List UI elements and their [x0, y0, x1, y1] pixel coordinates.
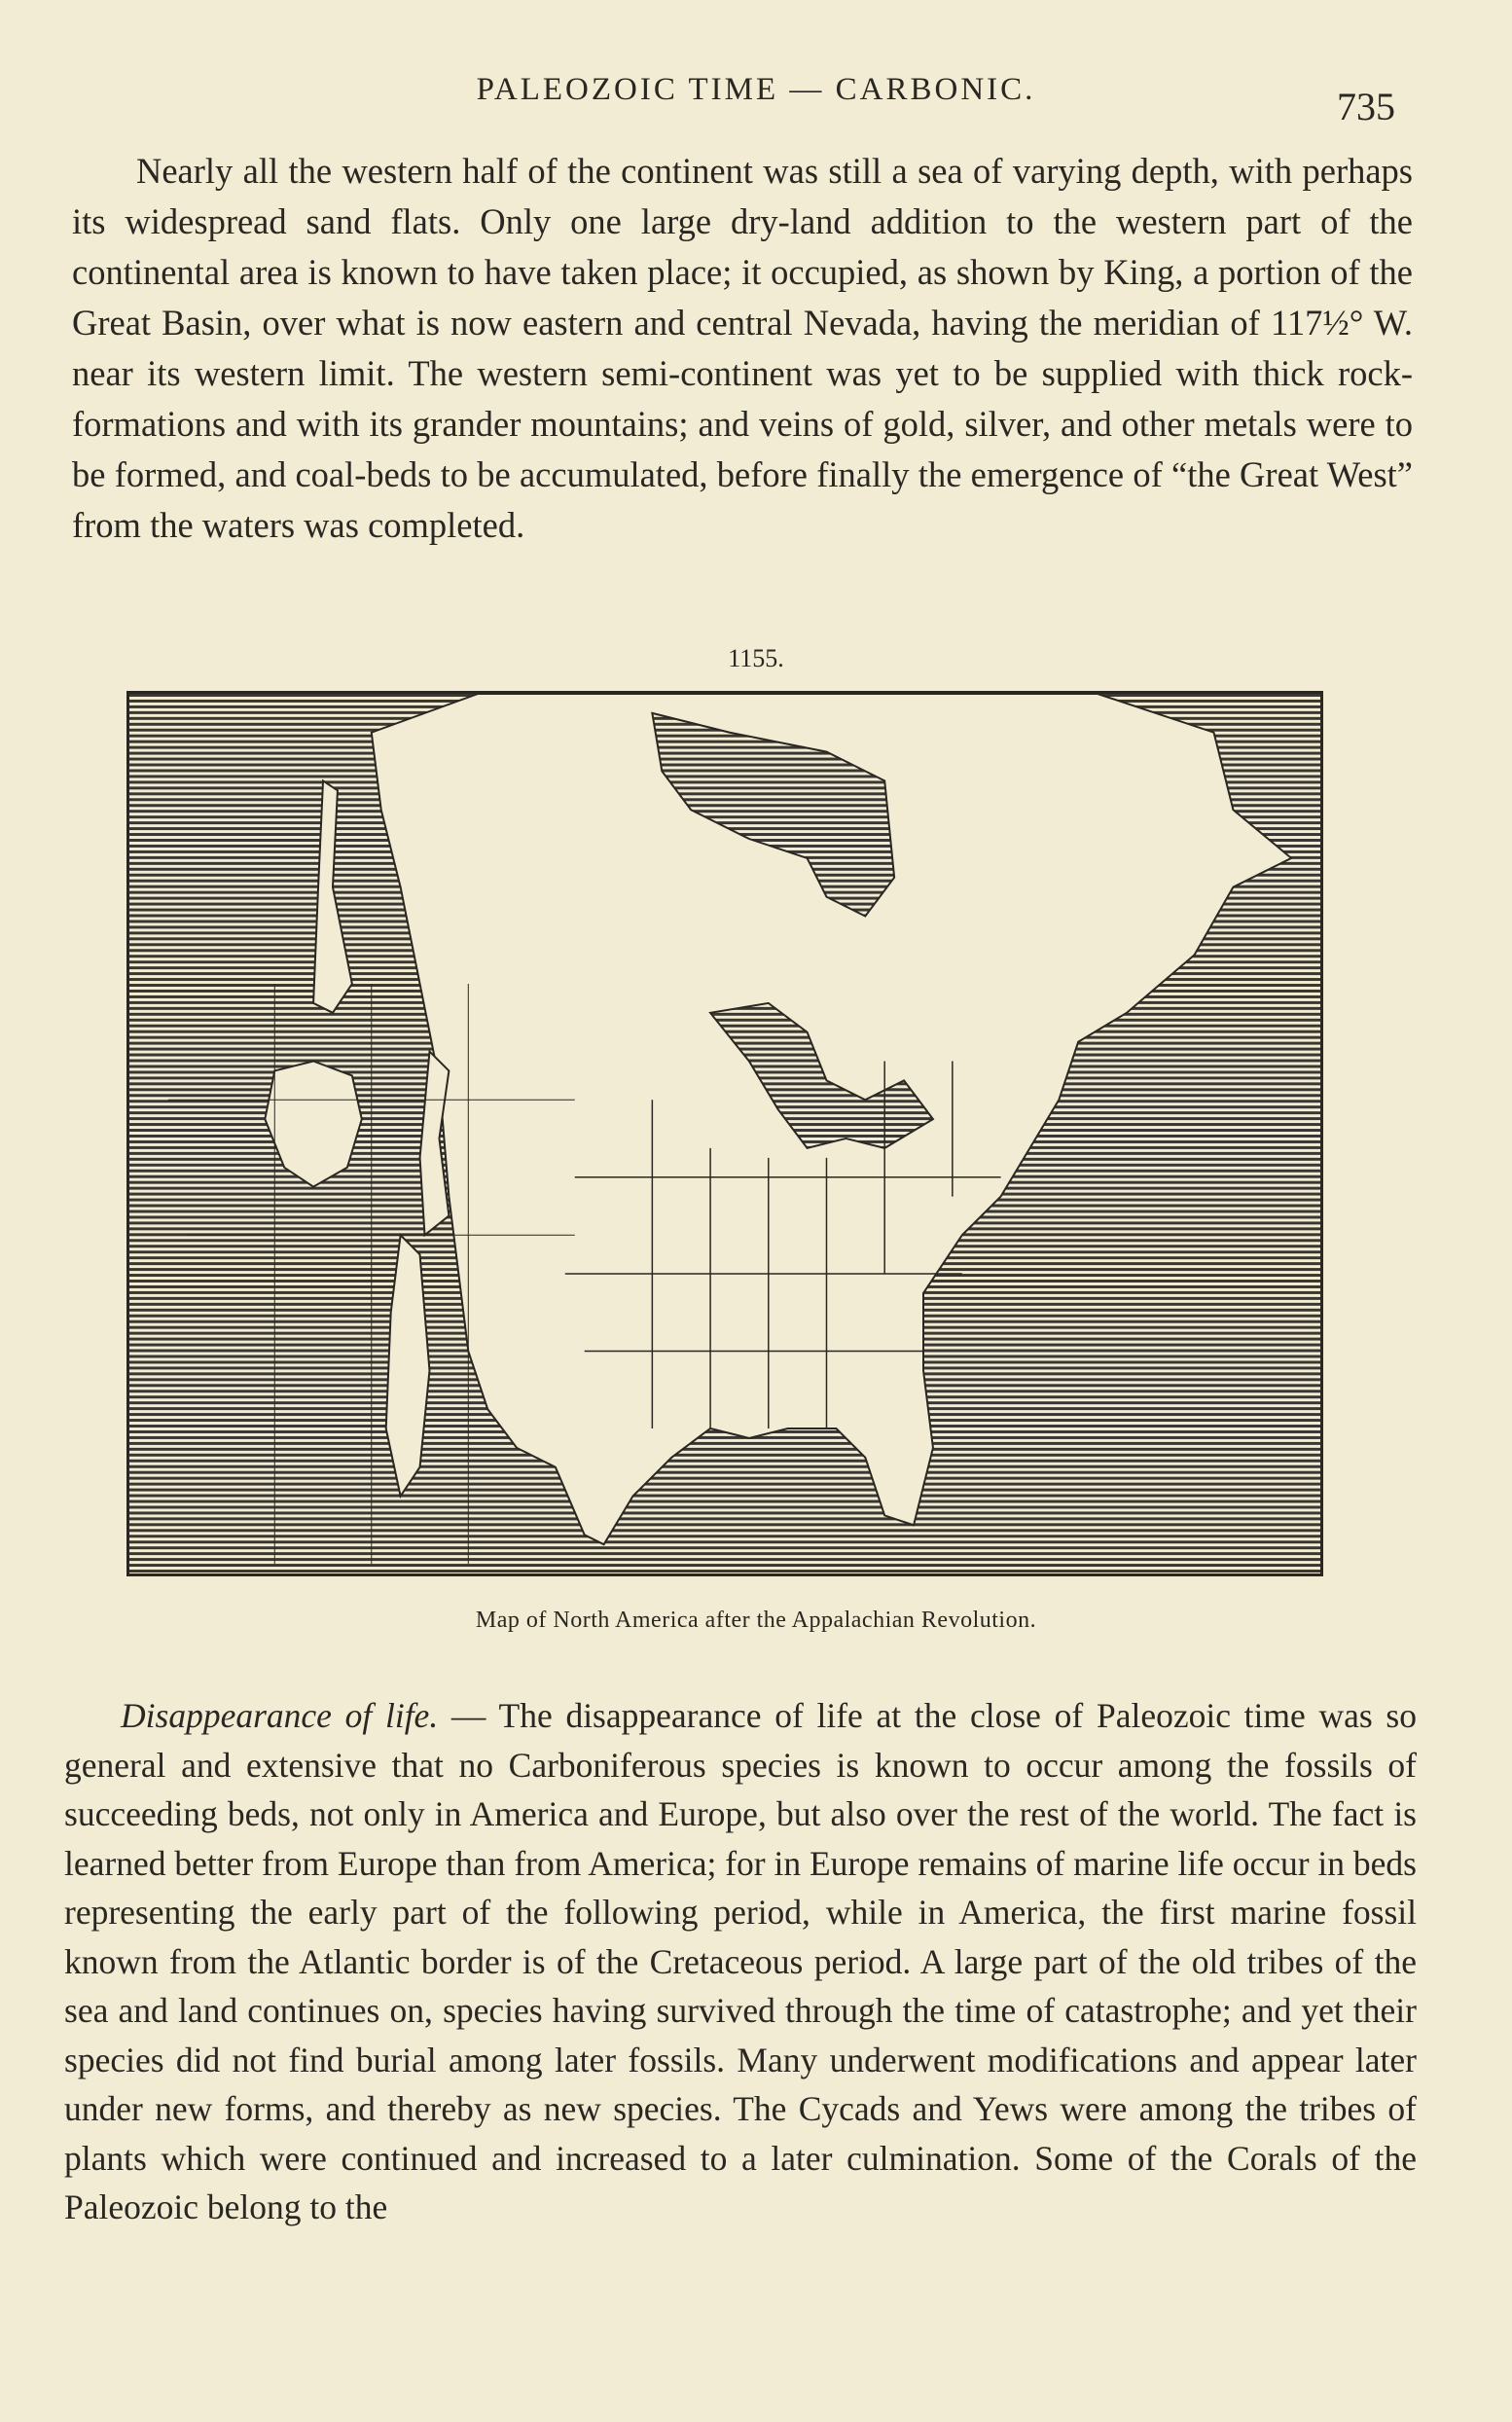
paragraph-2-text: — The disappearance of life at the close of Paleozoic time was so general and extensive that no Carboniferous species is known to occur among the fossils of succeeding beds, not only in America and Europe, but also over the rest of the world. The fact is learned better from Europe than from America; for in Europe remains of marine life occur in beds representing the early part of the following period, while in America, the first marine fossil known from the Atlantic border is of the Cretaceous period. A large part of the old tribes of the sea and land continues on, species having survived through the time of catastrophe; and yet their species did not find burial among later fossils. Many underwent modifications and appear later under new forms, and thereby as new species. The Cycads and Yews were among the tribes of plants which were continued and increased to a later culmination. Some of the Corals of the Paleozoic belong to the [64, 1696, 1418, 2226]
figure-caption: Map of North America after the Appalachian Revolution. [475, 1608, 1037, 1633]
north-america-map [126, 691, 1323, 1576]
paragraph-1: Nearly all the western half of the continent was still a sea of varying depth, with perhaps its widespread sand flats. Only one large dry-land addition to the western part of the continental area is known to have taken place; it occupied, as shown by King, a portion of the Great Basin, over what is now eastern and central Nevada, having the meridian of 117½° W. near its western limit. The western semi-continent was yet to be supplied with thick rock-formations and with its grander mountains; and veins of gold, silver, and other metals were to be formed, and coal-beds to be accumulated, before finally the emergence of “the Great West” from the waters was completed. [72, 151, 1413, 545]
map-graphic [129, 694, 1320, 1573]
paragraph-2 [64, 1691, 1417, 2232]
running-head: PALEOZOIC TIME — CARBONIC. [476, 72, 1036, 107]
page-number: 735 [1337, 85, 1395, 128]
paragraph-2-lead: Disappearance of life. [121, 1696, 439, 1735]
figure-number: 1155. [728, 644, 784, 672]
